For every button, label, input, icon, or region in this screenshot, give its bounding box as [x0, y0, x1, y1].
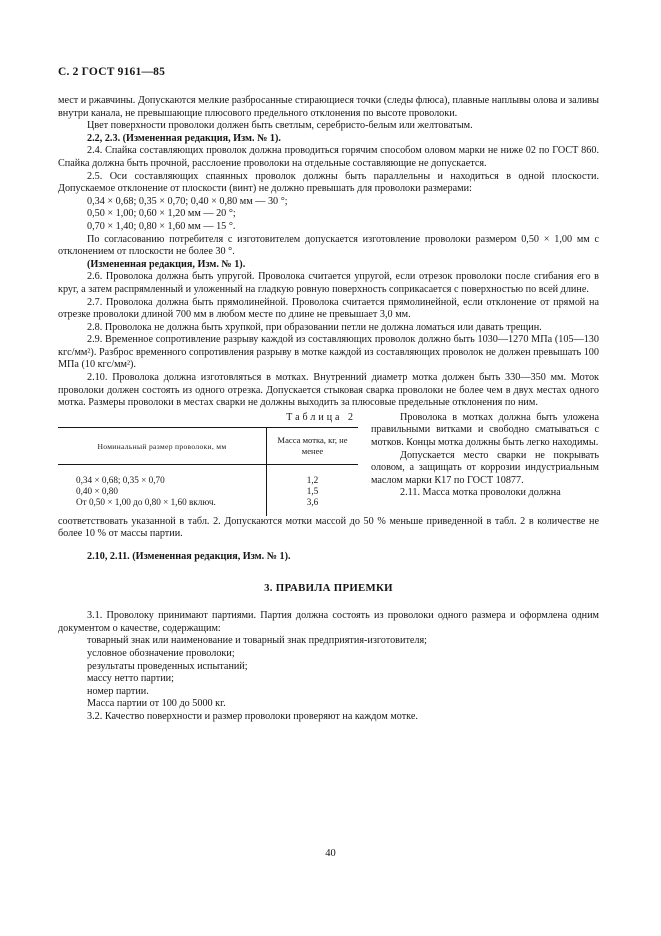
paragraph: 2.9. Временное сопротивление разрыву каждой из составляющих проволок должно быть 1030—1270 МПа (105—130 кгс/мм²). Разброс временного сопротивления разрыву в мотке каждой из составляющих проволок не должен превышать 100 МПа (10 кгс/мм²).: [58, 334, 599, 371]
tolerance-line: 0,70 × 1,40; 0,80 × 1,60 мм — 15 °.: [87, 220, 236, 232]
paragraph: Проволока в мотках должна быть уложена правильными витками и свободно сматываться с мотков. Концы мотка должны быть легко находимы.: [371, 411, 599, 449]
paragraph: 3.2. Качество поверхности и размер проволоки проверяют на каждом мотке.: [87, 710, 418, 722]
table-header-size: Номинальный размер проволоки, мм: [58, 428, 267, 465]
mass-value: 1,5: [306, 486, 319, 497]
paragraph: Цвет поверхности проволоки должен быть светлым, серебристо-белым или желтоватым.: [87, 120, 473, 132]
page-number: 40: [325, 848, 336, 859]
paragraph: Допускается место сварки не покрывать оловом, а защищать от коррозии индустриальным маслом марки К17 по ГОСТ 10877.: [371, 449, 599, 486]
table-caption: Таблица 2: [286, 411, 356, 423]
paragraph: соответствовать указанной в табл. 2. Допускаются мотки массой до 50 % меньше приведенной в табл. 2 в количестве не более 10 % от массы партии.: [58, 515, 599, 540]
paragraph: 2.6. Проволока должна быть упругой. Проволока считается упругой, если отрезок проволоки после сгибания его в круг, а затем распрямленный и уложенный на гладкую ровную поверхность соприкасается с поверхностью по всей длине.: [58, 271, 599, 295]
section-title: 3. ПРАВИЛА ПРИЕМКИ: [264, 581, 393, 594]
side-text: [371, 412, 599, 516]
paragraph: 2.7. Проволока должна быть прямолинейной. Проволока считается прямолинейной, если отклонение от прямой на отрезке проволоки длиной 700 мм в любом месте по длине не превышает 3,0 мм.: [58, 296, 599, 321]
table-block: [58, 412, 599, 516]
table-row: [58, 465, 358, 516]
list-item: результаты проведенных испытаний;: [87, 660, 248, 672]
paragraph: Масса партии от 100 до 5000 кг.: [87, 698, 226, 710]
list-item: условное обозначение проволоки;: [87, 647, 235, 659]
mass-cell: [267, 465, 359, 516]
tolerance-line: 0,34 × 0,68; 0,35 × 0,70; 0,40 × 0,80 мм — 30 °;: [87, 195, 288, 207]
document-body: [58, 95, 599, 724]
edition-note: 2.2, 2.3. (Измененная редакция, Изм. № 1).: [87, 132, 281, 144]
edition-note: (Измененная редакция, Изм. № 1).: [87, 258, 246, 270]
size-value: От 0,50 × 1,00 до 0,80 × 1,60 включ.: [76, 497, 216, 508]
paragraph: 2.10. Проволока должна изготовляться в мотках. Внутренний диаметр мотка должен быть 330—350 мм. Моток проволоки должен состоять из одного отрезка. Допускается стыковая сварка проволоки не более чем в двух местах одного мотка. Размеры проволоки в местах сварки не должны выходить за плюсовые предельные отклонения по ним.: [58, 372, 599, 409]
size-value: 0,34 × 0,68; 0,35 × 0,70: [76, 475, 165, 486]
paragraph: 2.5. Оси составляющих спаянных проволок должны быть параллельны и находиться в одной плоскости. Допускаемое отклонение от плоскости (винт) не должно превышать для проволоки размерами:: [58, 170, 599, 195]
mass-value: 1,2: [306, 475, 319, 486]
paragraph: 2.8. Проволока не должна быть хрупкой, при образовании петли не должна ломаться или давать трещин.: [87, 321, 542, 333]
paragraph: 2.11. Масса мотка проволоки должна: [400, 487, 561, 499]
table-2: [58, 412, 358, 516]
list-item: товарный знак или наименование и товарный знак предприятия-изготовителя;: [87, 635, 428, 647]
list-item: массу нетто партии;: [87, 673, 174, 685]
paragraph: 2.4. Спайка составляющих проволок должна проводиться горячим способом оловом марки не ниже 02 по ГОСТ 860. Спайка должна быть прочной, расслоение проволоки на отдельные составляющие не допускается.: [58, 145, 599, 169]
tolerance-line: 0,50 × 1,00; 0,60 × 1,20 мм — 20 °;: [87, 208, 236, 220]
paragraph: По согласованию потребителя с изготовителем допускается изготовление проволоки размером 0,50 × 1,00 мм с отклонением от плоскости не более 30 °.: [58, 233, 599, 258]
page-header: С. 2 ГОСТ 9161—85: [58, 66, 166, 78]
paragraph: мест и ржавчины. Допускаются мелкие разбросанные стирающиеся точки (следы флюса), плавные наплывы олова и заливы внутри канала, не превышающие плюсового предельного отклонения по высоте проволоки.: [58, 95, 599, 119]
list-item: номер партии.: [87, 685, 149, 697]
coil-mass-table: [58, 427, 358, 515]
size-value: 0,40 × 0,80: [76, 486, 118, 497]
size-cell: [58, 465, 267, 516]
mass-value: 3,6: [306, 497, 319, 508]
paragraph: 3.1. Проволоку принимают партиями. Партия должна состоять из проволоки одного размера и оформлена одним документом о качестве, содержащим:: [58, 610, 599, 634]
edition-note: 2.10, 2.11. (Измененная редакция, Изм. № 1).: [87, 551, 291, 563]
table-header-mass: Масса мотка, кг, не менее: [267, 428, 359, 465]
